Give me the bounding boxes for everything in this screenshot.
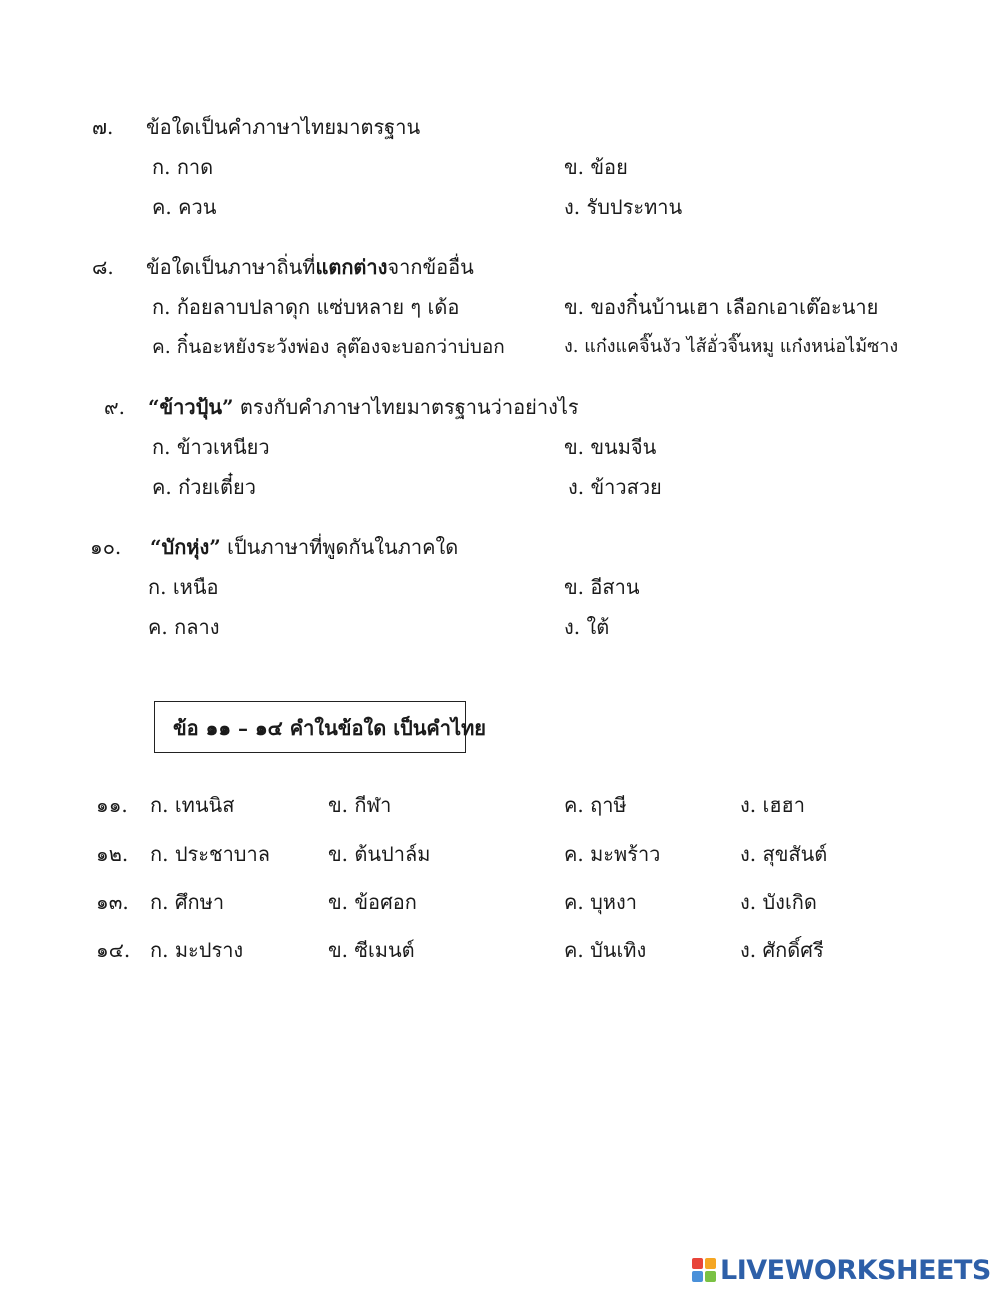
question-12-option-c[interactable]: ค. มะพร้าว [564,842,661,866]
question-13-option-d[interactable]: ง. บังเกิด [740,890,817,914]
question-10-prompt [150,533,458,561]
question-7-option-a[interactable]: ก. กาด [152,155,214,179]
question-8-option-a[interactable]: ก. ก้อยลาบปลาดุก แซ่บหลาย ๆ เด้อ [152,295,460,319]
question-14-number: ๑๔. [96,938,131,962]
question-13-number: ๑๓. [96,890,129,914]
question-9-prompt-post: ตรงกับคำภาษาไทยมาตรฐานว่าอย่างไร [233,395,579,419]
question-10-option-b[interactable]: ข. อีสาน [564,575,640,599]
question-10-prompt-term: “บักหุ่ง” [150,535,221,559]
question-9-option-b[interactable]: ข. ขนมจีน [564,435,657,459]
question-12-number: ๑๒. [96,842,129,866]
question-10-number: ๑๐. [90,535,122,559]
question-9-prompt-term: “ข้าวปุ้น” [148,395,234,419]
question-8-prompt [146,253,474,281]
question-11-option-c[interactable]: ค. ฤาษี [564,793,627,817]
question-13-option-c[interactable]: ค. บุหงา [564,890,637,914]
question-7-option-d[interactable]: ง. รับประทาน [564,195,683,219]
question-7-prompt-text: ข้อใดเป็นคำภาษาไทยมาตรฐาน [146,115,421,139]
question-13-option-b[interactable]: ข. ข้อศอก [328,890,417,914]
question-8-option-b[interactable]: ข. ของกิ๋นบ้านเฮา เลือกเอาเต๊อะนาย [564,295,879,319]
question-8-prompt-pre: ข้อใดเป็นภาษาถิ่นที่ [146,255,316,279]
question-14-option-b[interactable]: ข. ซีเมนต์ [328,938,415,962]
section-instruction-box [154,701,486,753]
question-10-option-c[interactable]: ค. กลาง [148,615,220,639]
question-11-option-d[interactable]: ง. เฮฮา [740,793,805,817]
logo-blocks-icon [692,1258,716,1282]
liveworksheets-logo [692,1255,991,1285]
question-12-option-d[interactable]: ง. สุขสันต์ [740,842,828,866]
question-12-option-a[interactable]: ก. ประชาบาล [150,842,270,866]
question-8-prompt-post: จากข้ออื่น [387,255,474,279]
question-10-option-d[interactable]: ง. ใต้ [564,615,610,639]
logo-text: LIVEWORKSHEETS [720,1254,991,1286]
question-11-option-a[interactable]: ก. เทนนิส [150,793,235,817]
question-14-option-c[interactable]: ค. บันเทิง [564,938,647,962]
question-7-number: ๗. [92,115,114,139]
question-13-option-a[interactable]: ก. ศึกษา [150,890,225,914]
question-9-option-a[interactable]: ก. ข้าวเหนียว [152,435,270,459]
question-14-option-a[interactable]: ก. มะปราง [150,938,244,962]
question-7-prompt [146,113,420,141]
section-instruction-text: ข้อ ๑๑ – ๑๔ คำในข้อใด เป็นคำไทย [173,716,486,740]
question-8-option-c[interactable]: ค. กิ๋นอะหยังระวังพ่อง ลุต๊องจะบอกว่าบ่บอก [152,336,505,358]
question-9-option-d[interactable]: ง. ข้าวสวย [568,475,662,499]
question-8-prompt-emphasis: แตกต่าง [315,255,388,279]
question-14-option-d[interactable]: ง. ศักดิ์ศรี [740,938,824,962]
question-7-option-c[interactable]: ค. ควน [152,195,217,219]
question-10-option-a[interactable]: ก. เหนือ [148,575,219,599]
question-9-prompt [148,393,579,421]
question-12-option-b[interactable]: ข. ต้นปาล์ม [328,842,431,866]
question-10-prompt-post: เป็นภาษาที่พูดกันในภาคใด [220,535,459,559]
question-7-option-b[interactable]: ข. ข้อย [564,155,628,179]
question-8-option-d[interactable]: ง. แก๋งแคจิ๊นงัว ไส้อั่วจิ๊นหมู แก๋งหน่อไม้ซาง [564,336,899,357]
question-9-number: ๙. [104,395,126,419]
question-11-option-b[interactable]: ข. กีฬา [328,793,392,817]
question-9-option-c[interactable]: ค. ก๋วยเตี๋ยว [152,475,256,499]
question-8-number: ๘. [92,255,114,279]
question-11-number: ๑๑. [96,793,128,817]
